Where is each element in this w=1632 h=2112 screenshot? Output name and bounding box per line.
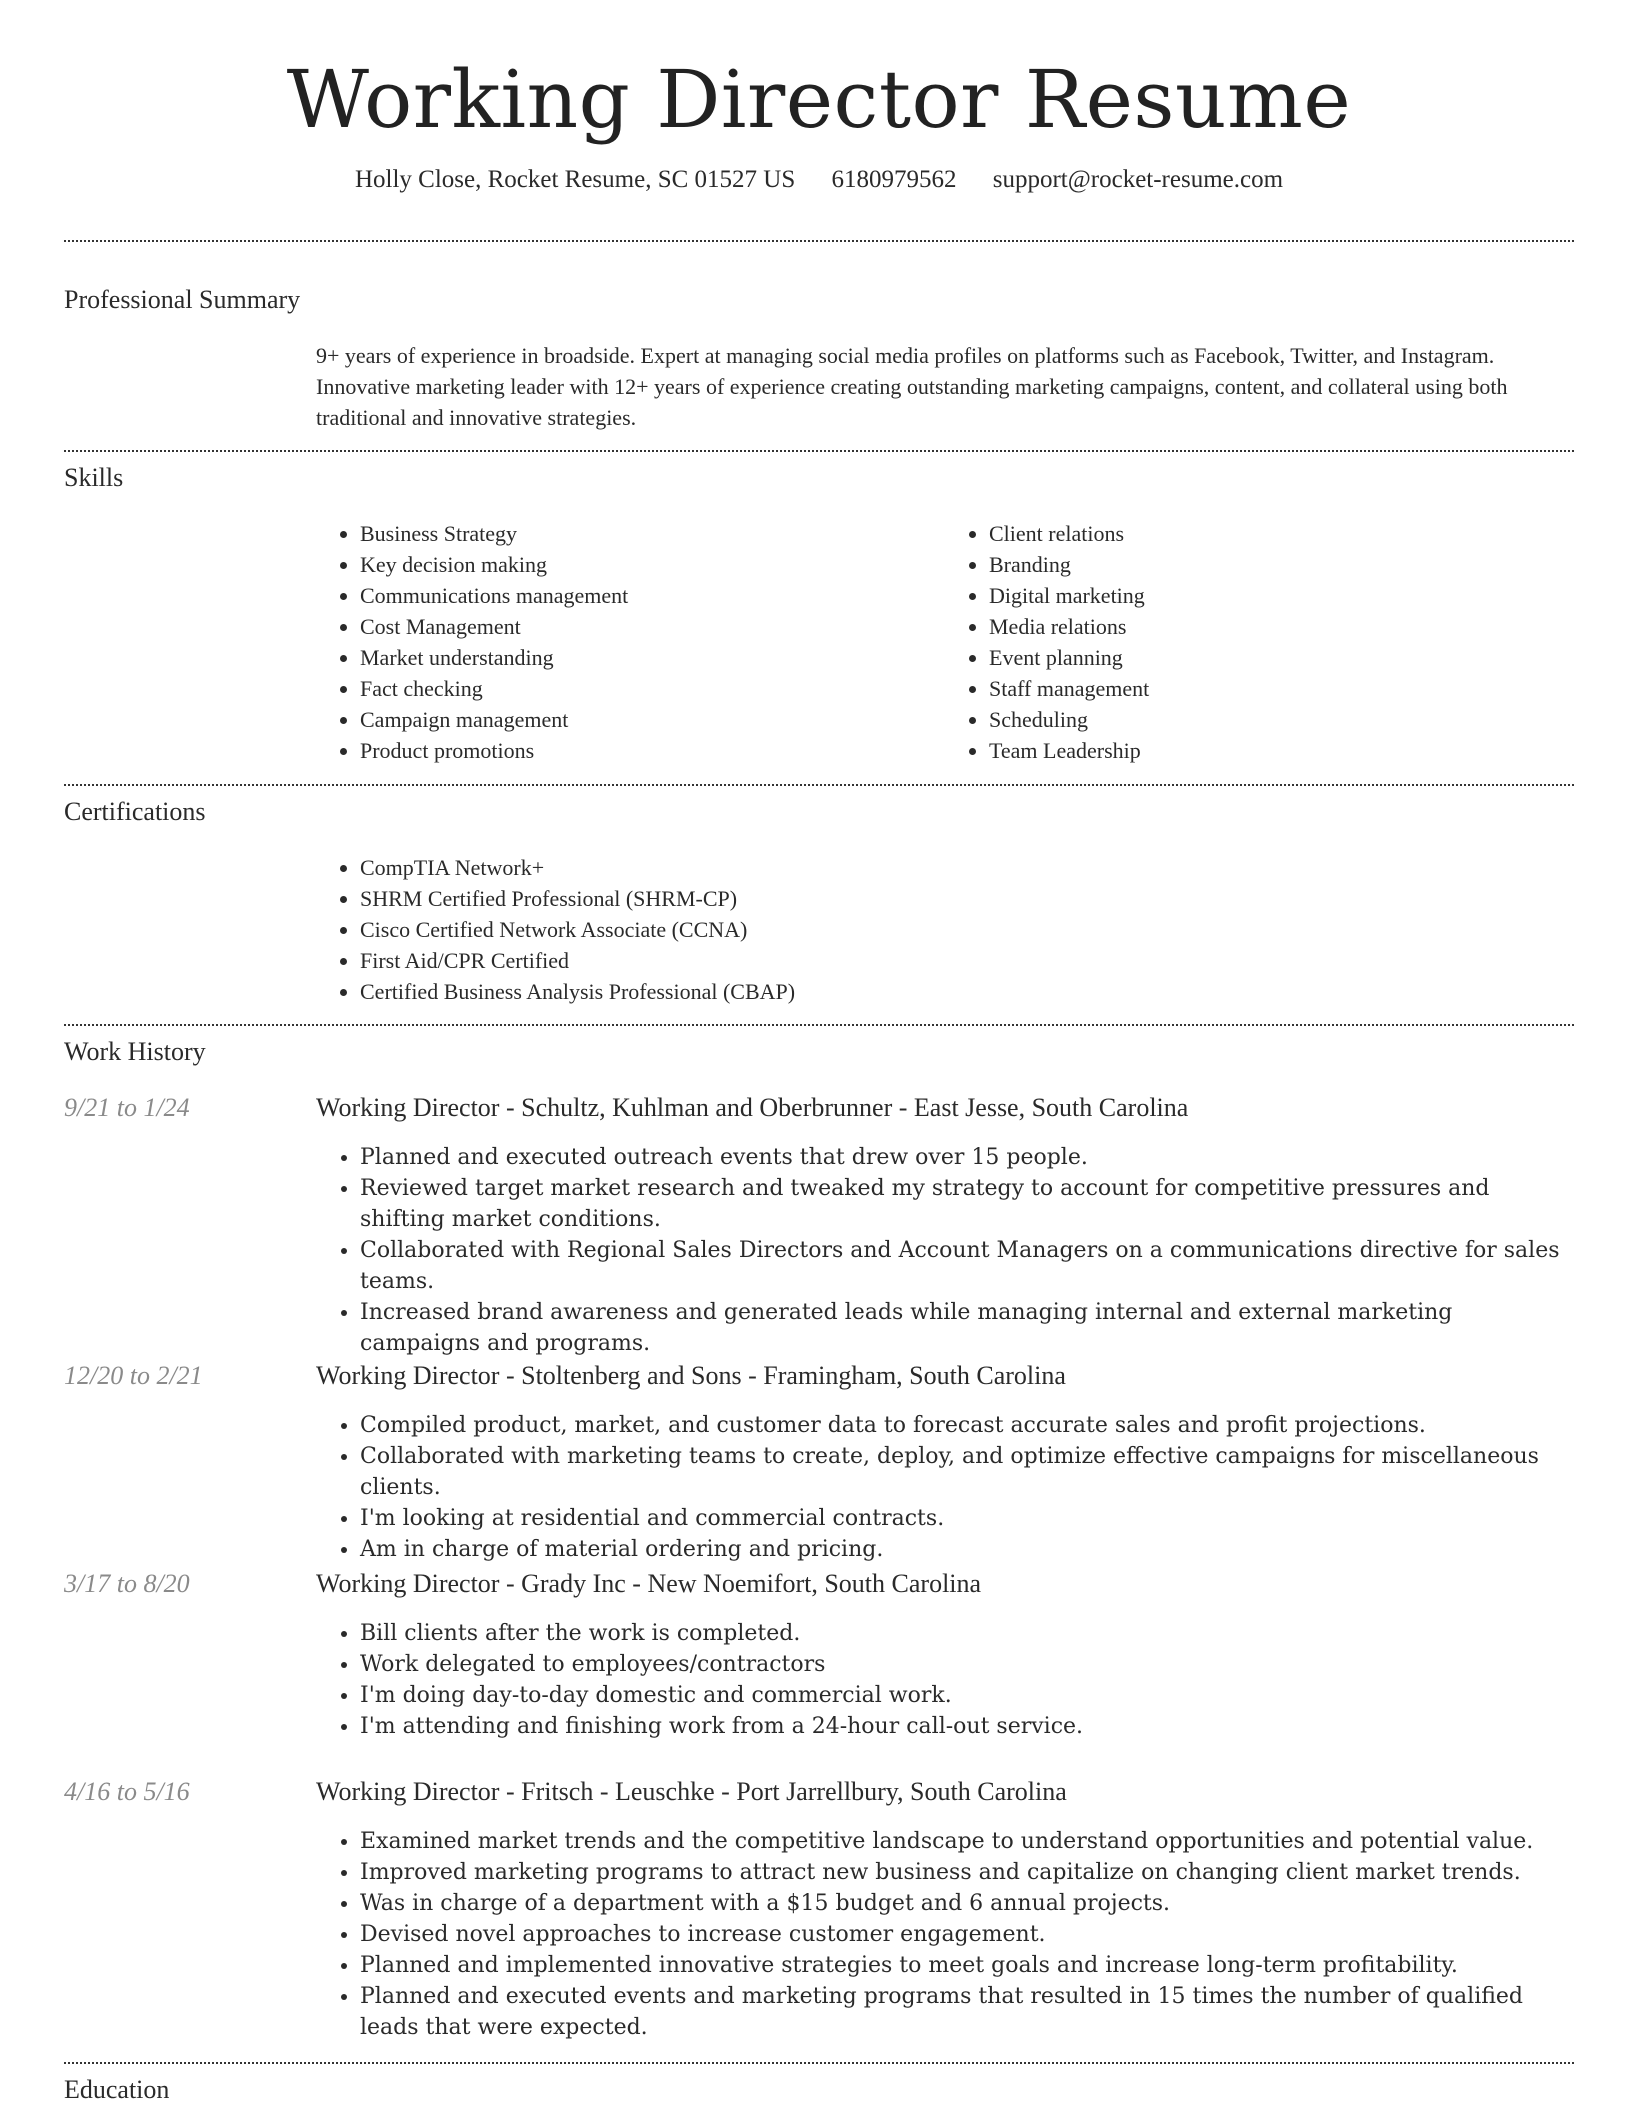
contact-email: support@rocket-resume.com	[992, 166, 1284, 193]
list-item: • Increased brand awareness and generated leads while managing internal and external marketing campaigns and programs.	[360, 1297, 1574, 1359]
list-item: • Work delegated to employees/contractors	[360, 1649, 1574, 1680]
list-item: • I'm attending and finishing work from a 24-hour call-out service.	[360, 1711, 1574, 1742]
list-item: • Cost Management	[360, 611, 945, 642]
divider	[64, 450, 1574, 452]
list-item: • SHRM Certified Professional (SHRM-CP)	[360, 883, 1574, 914]
job-title: Working Director - Grady Inc - New Noemifort, South Carolina	[316, 1569, 982, 1598]
contact-line	[64, 164, 1574, 196]
job-bullet-list	[316, 1826, 1574, 2043]
list-item: • Key decision making	[360, 549, 945, 580]
certifications-list	[316, 852, 1574, 1007]
list-item: • Media relations	[989, 611, 1574, 642]
certifications-block	[316, 852, 1574, 1007]
list-item: • Communications management	[360, 580, 945, 611]
divider	[64, 1024, 1574, 1026]
job-date: 3/17 to 8/20	[64, 1569, 190, 1598]
resume-page	[64, 0, 1574, 2104]
divider	[64, 240, 1574, 242]
list-item: • Staff management	[989, 673, 1574, 704]
list-item: • Collaborated with Regional Sales Directors and Account Managers on a communications directive for sales teams.	[360, 1235, 1574, 1297]
list-item: • Am in charge of material ordering and pricing.	[360, 1534, 1574, 1565]
list-item: • Team Leadership	[989, 735, 1574, 766]
summary-text: 9+ years of experience in broadside. Expert at managing social media profiles on platforms such as Facebook, Twitter, and Instagram. Innovative marketing leader with 12+ years of experience creating outstanding marketing campaigns, content, and collateral using both traditional and innovative strategies.	[316, 343, 1508, 430]
list-item: • Collaborated with marketing teams to create, deploy, and optimize effective campaigns for miscellaneous clients.	[360, 1441, 1574, 1503]
list-item: • Market understanding	[360, 642, 945, 673]
job-bullets	[316, 1826, 1574, 2043]
list-item: • Fact checking	[360, 673, 945, 704]
list-item: • Improved marketing programs to attract new business and capitalize on changing client market trends.	[360, 1857, 1574, 1888]
list-item: • Examined market trends and the competitive landscape to understand opportunities and potential value.	[360, 1826, 1574, 1857]
list-item: • I'm doing day-to-day domestic and commercial work.	[360, 1680, 1574, 1711]
section-label-certifications: Certifications	[64, 797, 206, 826]
list-item: • Was in charge of a department with a $15 budget and 6 annual projects.	[360, 1888, 1574, 1919]
list-item: • Product promotions	[360, 735, 945, 766]
divider	[64, 2062, 1574, 2064]
job-date: 9/21 to 1/24	[64, 1093, 190, 1122]
job-title: Working Director - Schultz, Kuhlman and Oberbrunner - East Jesse, South Carolina	[316, 1093, 1189, 1122]
list-item: • Compiled product, market, and customer data to forecast accurate sales and profit projections.	[360, 1410, 1574, 1441]
job-date: 12/20 to 2/21	[64, 1361, 203, 1390]
summary-text-block	[316, 340, 1574, 433]
list-item: • Cisco Certified Network Associate (CCNA)	[360, 914, 1574, 945]
list-item: • Campaign management	[360, 704, 945, 735]
job-bullet-list	[316, 1142, 1574, 1359]
list-item: • Business Strategy	[360, 518, 945, 549]
list-item: • First Aid/CPR Certified	[360, 945, 1574, 976]
list-item: • Reviewed target market research and tweaked my strategy to account for competitive pressures and shifting market conditions.	[360, 1173, 1574, 1235]
list-item: • Planned and implemented innovative strategies to meet goals and increase long-term profitability.	[360, 1950, 1574, 1981]
skills-columns	[316, 518, 1574, 766]
job-title: Working Director - Fritsch - Leuschke - Port Jarrellbury, South Carolina	[316, 1777, 1067, 1806]
job-title: Working Director - Stoltenberg and Sons - Framingham, South Carolina	[316, 1361, 1066, 1390]
job-date: 4/16 to 5/16	[64, 1777, 190, 1806]
job-bullets	[316, 1142, 1574, 1359]
section-label-education: Education	[64, 2075, 170, 2104]
list-item: • Scheduling	[989, 704, 1574, 735]
resume-title: Working Director Resume	[286, 53, 1352, 146]
list-item: • Planned and executed outreach events that drew over 15 people.	[360, 1142, 1574, 1173]
section-label-work-history: Work History	[64, 1037, 206, 1066]
job-bullet-list	[316, 1618, 1574, 1742]
list-item: • Branding	[989, 549, 1574, 580]
skills-list-right	[945, 518, 1574, 766]
section-label-summary: Professional Summary	[64, 285, 301, 314]
contact-address: Holly Close, Rocket Resume, SC 01527 US	[354, 166, 796, 193]
list-item: • I'm looking at residential and commercial contracts.	[360, 1503, 1574, 1534]
list-item: • Devised novel approaches to increase customer engagement.	[360, 1919, 1574, 1950]
list-item: • Digital marketing	[989, 580, 1574, 611]
divider	[64, 784, 1574, 786]
list-item: • CompTIA Network+	[360, 852, 1574, 883]
section-label-skills: Skills	[64, 463, 124, 492]
list-item: • Bill clients after the work is completed.	[360, 1618, 1574, 1649]
list-item: • Client relations	[989, 518, 1574, 549]
job-bullets	[316, 1410, 1574, 1565]
list-item: • Planned and executed events and marketing programs that resulted in 15 times the number of qualified leads that were expected.	[360, 1981, 1574, 2043]
contact-phone: 6180979562	[831, 166, 957, 193]
job-bullets	[316, 1618, 1574, 1742]
list-item: • Certified Business Analysis Professional (CBAP)	[360, 976, 1574, 1007]
job-bullet-list	[316, 1410, 1574, 1565]
skills-list-left	[316, 518, 945, 766]
list-item: • Event planning	[989, 642, 1574, 673]
